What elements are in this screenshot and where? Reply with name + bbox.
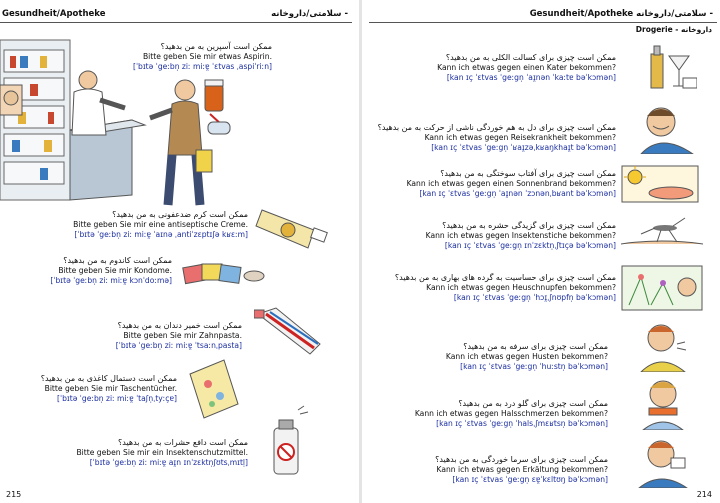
phrase-ipa: [ˈbɪtə ˈgeːbn̩ ziː miːɐ̯ kɔnˈdoːmə]	[50, 276, 172, 285]
sore-throat-person-icon	[635, 374, 691, 430]
phrase-antiseptic-cream	[8, 210, 248, 240]
right-page-header	[369, 6, 717, 23]
phrase-persian: ممکن است خمیر دندان به من بدهید؟	[117, 321, 242, 330]
phrase-german: Kann ich etwas gegen Heuschnupfen bekommen?	[426, 283, 616, 292]
cream-tube-icon	[254, 200, 330, 252]
phrase-german: Kann ich etwas gegen einen Sonnenbrand bekommen?	[406, 179, 616, 188]
toothpaste-tube-icon	[254, 306, 326, 358]
phrase-persian: ممکن است چیزی برای سرفه به من بدهید؟	[463, 342, 608, 351]
mosquito-icon	[621, 214, 703, 252]
phrase-german: Bitte geben Sie mir etwas Aspirin.	[142, 52, 272, 61]
header-title-german: Gesundheit/Apotheke	[2, 9, 106, 19]
insect-spray-icon	[262, 398, 318, 480]
tissues-pack-icon	[184, 354, 244, 424]
phrase-ipa: [ˈbɪtə ˈgeːbn̩ ziː miːɐ̯ ˈtsaːnˌpasta]	[115, 341, 242, 350]
phrase-persian: ممکن است دافع حشرات به من بدهید؟	[118, 438, 248, 447]
phrase-ipa: [ˈbɪtə ˈgeːbn̩ ziː miːɐ̯ ˈtaʃn̩ˌtyːçɐ]	[57, 394, 177, 403]
phrase-ipa: [kan ɪç ˈɛtvas ˈgeːgn̩ ɛɐ̯ˈkɛltʊŋ bəˈkɔmən]	[452, 475, 608, 484]
condoms-icon	[180, 258, 270, 288]
phrase-german: Kann ich etwas gegen Erkältung bekommen?	[436, 465, 608, 474]
phrase-ipa: [kan ɪç ˈɛtvas ˈgeːgn̩ ˈʁaɪ̯zəˌkʁaŋkhaɪ̯t bəˈkɔmən]	[431, 143, 616, 152]
phrase-ipa: [ˈbɪtə ˈgeːbn̩ ziː miːɐ̯ ˈaɪnə ˌantiˈzɛptɪʃə kʁɛːm]	[74, 230, 248, 239]
phrase-persian: ممکن است چیزی برای کسالت الکلی به من بدهید؟	[445, 53, 616, 62]
phrase-german: Bitte geben Sie mir Kondome.	[58, 266, 172, 275]
sunburn-icon	[621, 165, 699, 203]
phrase-cough	[368, 342, 608, 372]
header-title-persian: سلامتی/داروخانه -	[271, 9, 348, 19]
phrase-persian: ممکن است آسپرین به من بدهید؟	[160, 42, 272, 51]
travel-sick-person-icon	[633, 102, 703, 154]
phrase-ipa: [kan ɪç ˈɛtvas ˈgeːgn̩ ɪnˈzɛktn̩ˌʃtɪçə bəˈkɔmən]	[444, 241, 616, 250]
phrase-condoms	[2, 256, 172, 286]
phrase-hangover	[366, 53, 616, 83]
phrase-persian: ممکن است کرم ضدعفونی به من بدهید؟	[112, 210, 248, 219]
phrase-travel-sickness	[366, 123, 616, 153]
phrase-german: Kann ich etwas gegen Husten bekommen?	[445, 352, 608, 361]
phrase-german: Kann ich etwas gegen Insektenstiche bekommen?	[425, 231, 616, 240]
phrase-german: Kann ich etwas gegen einen Kater bekommen?	[437, 63, 616, 72]
phrase-german: Bitte geben Sie mir Taschentücher.	[44, 384, 177, 393]
coughing-person-icon	[635, 318, 691, 372]
phrase-german: Bitte geben Sie mir ein Insektenschutzmittel.	[76, 448, 248, 457]
phrase-persian: ممکن است چیزی برای گزیدگی حشره به من بدهید؟	[442, 221, 616, 230]
phrase-ipa: [ˈbɪtə ˈgeːbn̩ ziː miːɐ̯ aɪ̯n ɪnˈzɛktn̩ʃʊtsˌmɪtl̩]	[89, 458, 248, 467]
phrase-persian: ممکن است چیزی برای سرما خوردگی به من بدهید؟	[435, 455, 608, 464]
phrase-persian: ممکن است کاندوم به من بدهید؟	[63, 256, 172, 265]
phrase-ipa: [kan ɪç ˈɛtvas ˈgeːgn̩ ˈaɪ̯nən ˈkaːtɐ bəˈkɔmən]	[446, 73, 616, 82]
phrase-hay-fever	[366, 273, 616, 303]
phrase-persian: ممکن است چیزی برای گلو درد به من بدهید؟	[458, 399, 608, 408]
phrase-ipa: [kan ɪç ˈɛtvas ˈgeːgn̩ ˈhuːstn̩ bəˈkɔmən]	[460, 362, 608, 371]
page-gutter	[359, 0, 362, 503]
section-subheader: Drogerie - داروخانه	[635, 25, 712, 34]
cold-person-icon	[631, 432, 695, 488]
left-page-header	[0, 6, 352, 23]
header-title-german: Gesundheit/Apotheke	[529, 9, 634, 19]
phrase-persian: ممکن است چیزی برای آفتاب سوختگی به من بدهید؟	[440, 169, 616, 178]
phrase-insect-bites	[366, 221, 616, 251]
phrase-tissues	[2, 374, 177, 404]
phrase-toothpaste	[42, 321, 242, 351]
right-page	[363, 0, 720, 503]
page-number: 214	[696, 490, 712, 499]
phrase-german: Bitte geben Sie mir Zahnpasta.	[123, 331, 242, 340]
phrase-persian: ممکن است چیزی برای دل به هم خوردگی ناشی از حرکت به من بدهید؟	[377, 123, 616, 132]
phrase-ipa: [kan ɪç ˈɛtvas ˈgeːgn̩ ˈaɪ̯nən ˈzɔnənˌbʁant bəˈkɔmən]	[419, 189, 616, 198]
phrase-aspirin	[32, 42, 272, 72]
hangover-bottles-icon	[645, 42, 697, 94]
phrase-german: Kann ich etwas gegen Reisekrankheit bekommen?	[424, 133, 616, 142]
hay-fever-icon	[621, 265, 703, 311]
phrase-cold	[368, 455, 608, 485]
header-title-persian: سلامتی/داروخانه -	[636, 9, 713, 19]
phrase-ipa: [ˈbɪtə ˈgeːbn̩ ziː miːɐ̯ ˈɛtvas ˌaspiˈriːn]	[132, 62, 272, 71]
phrase-persian: ممکن است دستمال کاغذی به من بدهید؟	[40, 374, 177, 383]
phrase-persian: ممکن است چیزی برای حساسیت به گرده های بهاری به من بدهید؟	[394, 273, 616, 282]
header-title	[530, 9, 713, 19]
page-number: 215	[6, 490, 22, 499]
phrase-insect-repellent	[8, 438, 248, 468]
phrase-german: Kann ich etwas gegen Halsschmerzen bekommen?	[414, 409, 608, 418]
phrase-ipa: [kan ɪç ˈɛtvas ˈgeːgn̩ ˈhalsˌʃmɛʁtsn̩ bəˈkɔmən]	[436, 419, 608, 428]
phrase-german: Bitte geben Sie mir eine antiseptische Creme.	[73, 220, 248, 229]
phrase-sunburn	[366, 169, 616, 199]
phrase-sore-throat	[368, 399, 608, 429]
phrase-ipa: [kan ɪç ˈɛtvas ˈgeːgn̩ ˈhɔɪ̯ˌʃnʊpfn̩ bəˈkɔmən]	[453, 293, 616, 302]
